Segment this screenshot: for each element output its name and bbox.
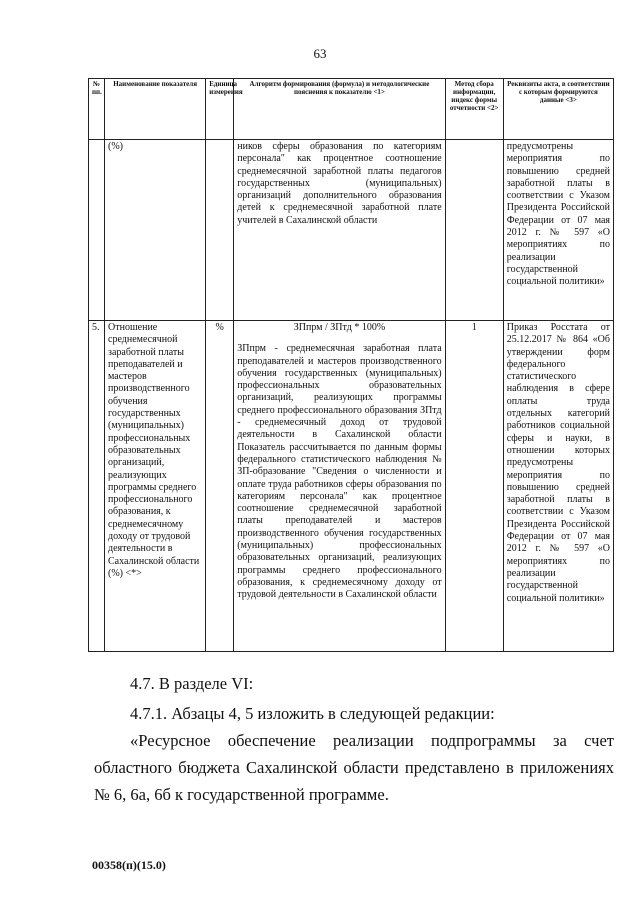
cell-method: 1 — [445, 321, 503, 652]
indicators-table — [88, 78, 614, 652]
header-unit: Единица измерения — [206, 79, 234, 140]
paragraph-quote: «Ресурсное обеспечение реализации подпрограммы за счет областного бюджета Сахалинской области представлено в приложениях № 6, 6а, 6б к государственной программе. — [94, 731, 614, 804]
document-code: 00358(п)(15.0) — [92, 858, 166, 872]
cell-num: 5. — [89, 321, 105, 652]
cell-name: Отношение среднемесячной заработной платы преподавателей и мастеров производственного обучения государственных (муниципальных) профессиональных образовательных организаций, реализующих программы среднего профессионального образования, к среднемесячному доходу от трудовой деятельности в Сахалинской области (%) <*> — [105, 321, 206, 652]
cell-requisites: Приказ Росстата от 25.12.2017 № 864 «Об утверждении форм федерального статистического наблюдения в сфере оплаты труда отдельных категорий работников социальной сферы и науки, в отношении которых предусмотрены мероприятия по повышению средней заработной платы в соответствии с Указом Президента Российской Федерации от 07 мая 2012 г. № 597 «О мероприятиях по реализации государственной социальной политики» — [503, 321, 613, 652]
cell-algorithm: ЗПпрм - среднемесячная заработная плата преподавателей и мастеров производственного обучения государственных (муниципальных) профессиональных образовательных организаций, реализующих программы среднего профессионального образования ЗПтд - среднемесячный доход от трудовой деятельности в Сахалинской области Показатель рассчитывается по данным формы федерального статистического наблюдения № ЗП-образование "Сведения о численности и оплате труда работников сферы образования по категориям персонала" как процентное соотношение среднемесячной заработной платы преподавателей и мастеров производственного обучения государственных (муниципальных) профессиональных образовательных организаций, реализующих программы среднего профессионального образования, к среднемесячному доходу от трудовой деятельности в Сахалинской области — [237, 343, 442, 601]
header-requisites: Реквизиты акта, в соответствии с которым формируются данные <3> — [503, 79, 613, 140]
table-row — [89, 140, 614, 321]
table-header-row — [89, 79, 614, 140]
cell-algorithm: ников сферы образования по категориям персонала" как процентное соотношение среднемесячной заработной платы педагогов государственных (муниципальных) организаций дополнительного образования детей к среднемесячной заработной плате учителей в Сахалинской области — [234, 140, 445, 321]
page-number: 63 — [313, 46, 327, 61]
cell-unit — [206, 140, 234, 321]
header-method: Метод сбора информации, индекс формы отчетности <2> — [445, 79, 503, 140]
table-row — [89, 321, 614, 652]
cell-name: (%) — [105, 140, 206, 321]
cell-algorithm-container — [234, 321, 445, 652]
paragraph-section: 4.7. В разделе VI: — [130, 674, 254, 693]
cell-requisites: предусмотрены мероприятия по повышению средней заработной платы в соответствии с Указом Президента Российской Федерации от 07 мая 2012 г. № 597 «О мероприятиях по реализации государственной социальной политики» — [503, 140, 613, 321]
cell-num — [89, 140, 105, 321]
header-algorithm: Алгоритм формирования (формула) и методологические пояснения к показателю <1> — [234, 79, 445, 140]
paragraph-amendment: 4.7.1. Абзацы 4, 5 изложить в следующей редакции: — [130, 704, 495, 723]
header-num: № пп. — [89, 79, 105, 140]
header-name: Наименование показателя — [105, 79, 206, 140]
formula: ЗПпрм / ЗПтд * 100% — [293, 322, 386, 333]
cell-method — [445, 140, 503, 321]
cell-unit: % — [206, 321, 234, 652]
